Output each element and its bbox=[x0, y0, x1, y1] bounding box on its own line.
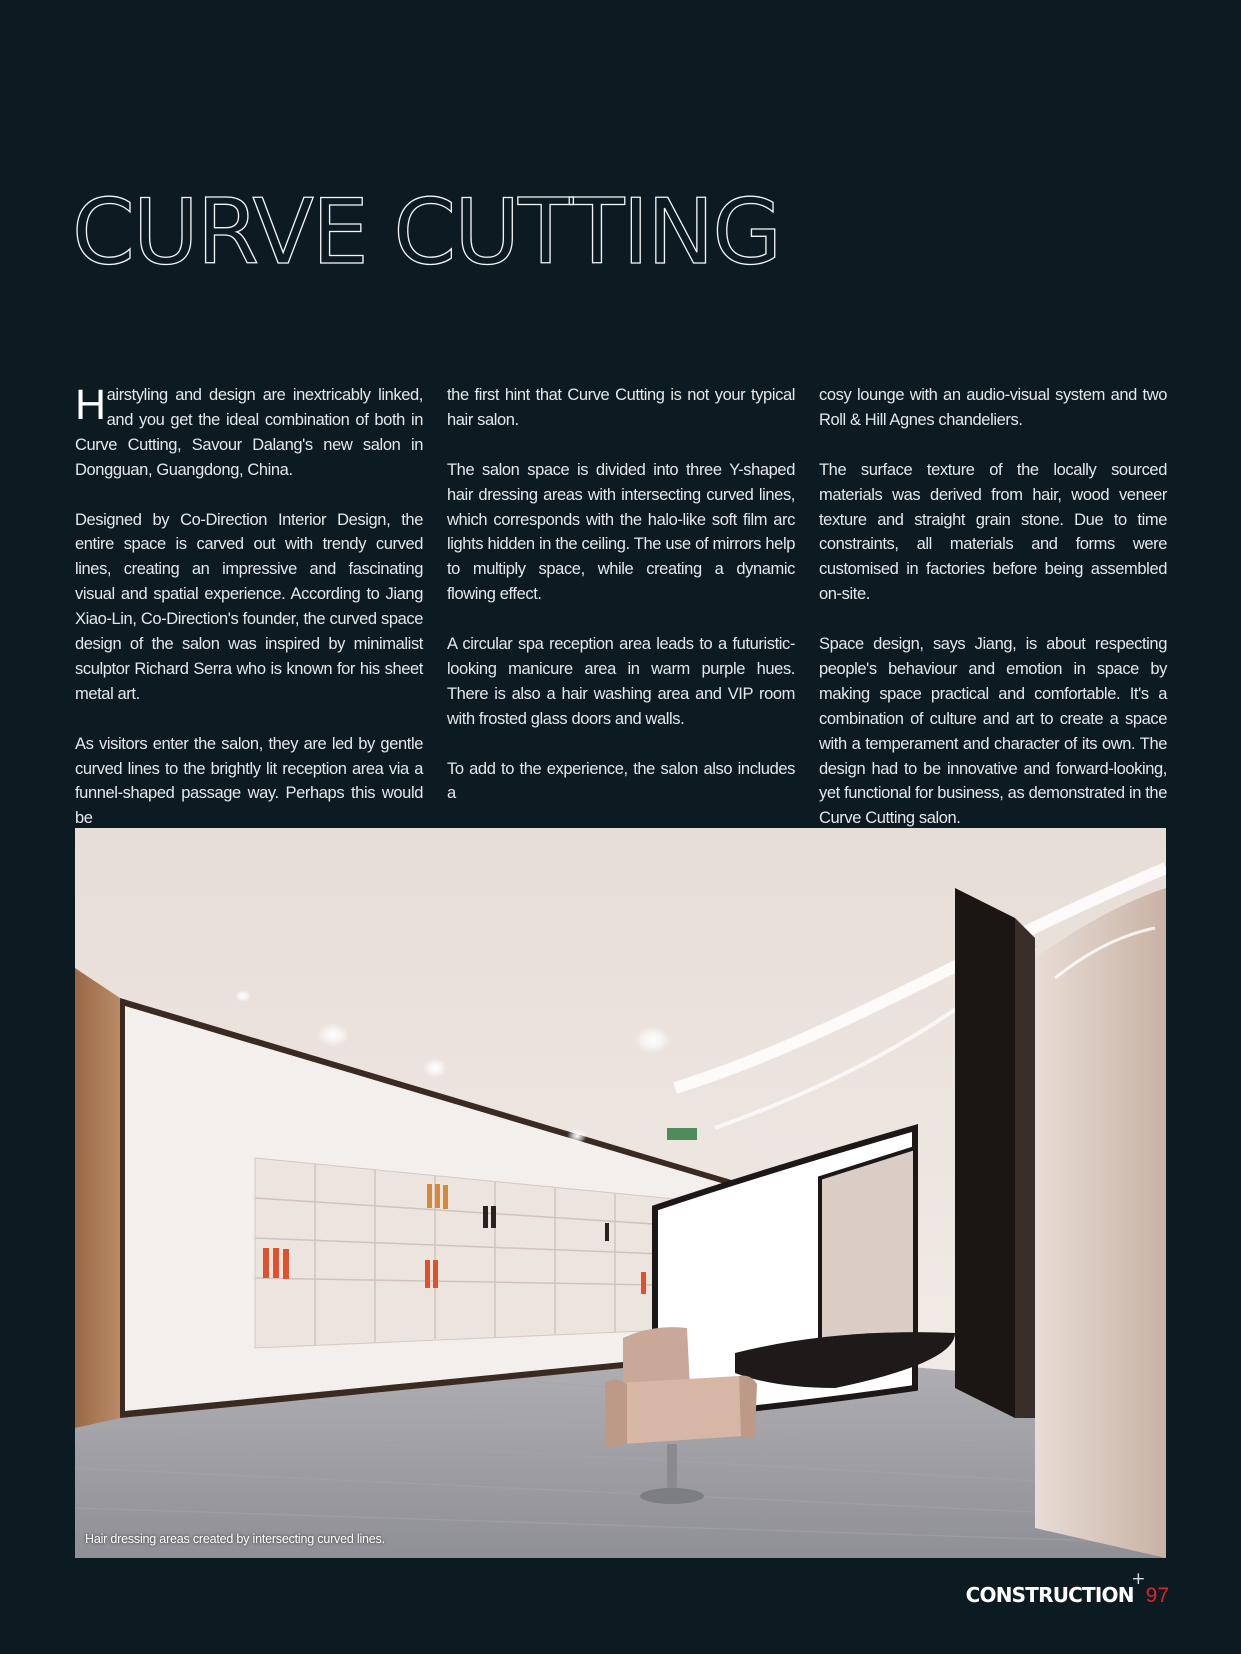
text-column-3 bbox=[819, 383, 1167, 831]
page-number: 97 bbox=[1145, 1584, 1169, 1607]
drop-cap: H bbox=[75, 381, 106, 429]
paragraph: the first hint that Curve Cutting is not your typical hair salon. bbox=[447, 386, 795, 429]
magazine-logo: CONSTRUCTION + bbox=[965, 1569, 1145, 1607]
plus-icon: + bbox=[1131, 1569, 1145, 1589]
salon-photo bbox=[75, 828, 1166, 1558]
paragraph: To add to the experience, the salon also includes a bbox=[447, 759, 795, 803]
paragraph: Hairstyling and design are inextricably linked, and you get the ideal combination of both in Curve Cutting, Savour Dalang's new salon in Dongguan, Guangdong, China. bbox=[75, 381, 423, 479]
page-footer bbox=[965, 1569, 1169, 1608]
paragraph: Designed by Co-Direction Interior Design, the entire space is carved out with trendy curved lines, creating an impressive and fascinating visual and spatial experience. According to Jiang Xiao-Lin, Co-Direction's founder, the curved space design of the salon was inspired by minimalist sculptor Richard Serra who is known for his sheet metal art. bbox=[75, 510, 423, 703]
paragraph: The surface texture of the locally sourced materials was derived from hair, wood veneer texture and straight grain stone. Due to time constraints, all materials and forms were customised in factories before being assembled on-site. bbox=[819, 460, 1167, 604]
text-column-2 bbox=[447, 383, 795, 806]
text-column-1 bbox=[75, 383, 423, 831]
paragraph: As visitors enter the salon, they are led by gentle curved lines to the brightly lit reception area via a funnel-shaped passage way. Perhaps this would be bbox=[75, 734, 423, 828]
paragraph: The salon space is divided into three Y-shaped hair dressing areas with intersecting curved lines, which corresponds with the halo-like soft film arc lights hidden in the ceiling. The use of mirrors help to multiply space, while creating a dynamic flowing effect. bbox=[447, 460, 795, 604]
article-title: CURVE CUTTING bbox=[72, 180, 781, 285]
paragraph: A circular spa reception area leads to a futuristic-looking manicure area in warm purple hues. There is also a hair washing area and VIP room with frosted glass doors and walls. bbox=[447, 635, 795, 728]
salon-interior-illustration bbox=[75, 828, 1166, 1558]
paragraph: Space design, says Jiang, is about respecting people's behaviour and emotion in space by making space practical and comfortable. It's a combination of culture and art to create a space with a temperament and character of its own. The design had to be innovative and forward-looking, yet functional for business, as demonstrated in the Curve Cutting salon. bbox=[819, 635, 1167, 828]
paragraph: cosy lounge with an audio-visual system and two Roll & Hill Agnes chandeliers. bbox=[819, 386, 1167, 429]
photo-caption: Hair dressing areas created by intersecting curved lines. bbox=[85, 1532, 385, 1546]
